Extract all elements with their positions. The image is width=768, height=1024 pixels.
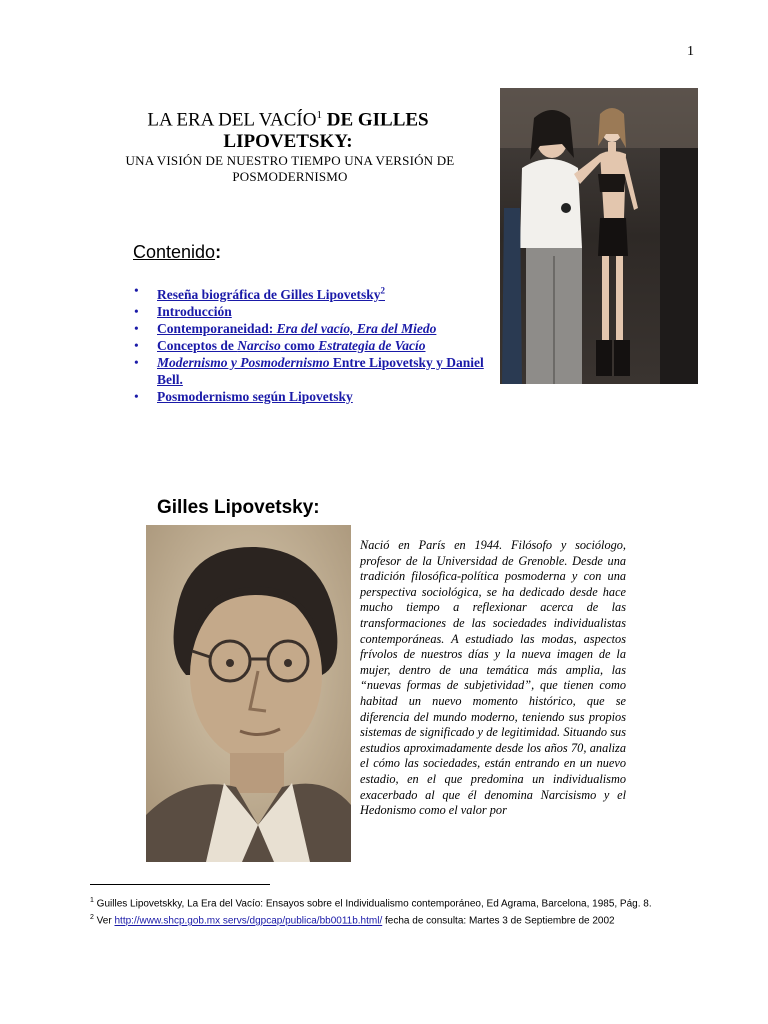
toc-link-resena[interactable]: Reseña biográfica de Gilles Lipovetsky$^2$	[157, 285, 385, 302]
footnote-link[interactable]: http://www.shcp.gob.mx servs/dgpcap/publica/bb0011b.html/	[114, 915, 383, 927]
toc-link-posmodernismo[interactable]: Posmodernismo según Lipovetsky	[157, 388, 353, 404]
bullet-icon: •	[134, 388, 139, 404]
toc-item	[134, 337, 494, 354]
toc-link-conceptos[interactable]: Conceptos de Narciso como Estrategia de Vacío	[157, 337, 426, 353]
contents-heading-word: Contenido	[133, 242, 216, 262]
title-footnote-ref[interactable]: 1	[316, 109, 322, 121]
page-number: 1	[687, 44, 694, 59]
document-title	[118, 104, 458, 153]
contents-heading-colon: :	[215, 242, 222, 262]
section-title: Gilles Lipovetsky:	[157, 497, 320, 518]
document-subtitle: UNA VISIÓN DE NUESTRO TIEMPO UNA VERSIÓN DE POSMODERNISMO	[125, 153, 455, 184]
fashion-photo	[500, 88, 698, 384]
footnotes	[90, 894, 652, 929]
bullet-icon: •	[134, 337, 139, 353]
title-part2: DE GILLES LIPOVETSKY:	[223, 109, 429, 153]
table-of-contents	[134, 282, 494, 405]
portrait-photo	[146, 525, 351, 862]
footnote-1: $^1$ Guilles Lipovetskky, La Era del Vacío: Ensayos sobre el Individualismo contemporáneo, Ed Agrama, Barcelona, 1985, Pág. 8.	[90, 897, 652, 910]
toc-item	[134, 303, 494, 320]
toc-item	[134, 388, 494, 405]
bullet-icon: •	[134, 354, 139, 370]
toc-item	[134, 320, 494, 337]
bullet-icon: •	[134, 303, 139, 319]
toc-link-introduccion[interactable]: Introducción	[157, 303, 232, 319]
title-part1: LA ERA DEL VACÍO	[147, 109, 317, 131]
contents-heading	[133, 242, 221, 263]
toc-link-contemporaneidad[interactable]: Contemporaneidad: Era del vacío, Era del Miedo	[157, 320, 437, 336]
bullet-icon: •	[134, 283, 139, 298]
toc-item	[134, 282, 494, 303]
footnote-separator	[90, 884, 270, 885]
footnote-2: $^2$ Ver http://www.shcp.gob.mx servs/dgpcap/publica/bb0011b.html/ fecha de consulta: Martes 3 de Septiembre de 2002	[90, 914, 615, 927]
toc-item	[134, 354, 494, 388]
bullet-icon: •	[134, 320, 139, 336]
biography-text: Nació en París en 1944. Filósofo y sociólogo, profesor de la Universidad de Grenoble. Desde una tradición filosófica-política posmoderna y con una perspectiva sociológica, se ha dedicado desde hace mucho tiempo a reflexionar acerca de las transformaciones de las sociedades individualistas contemporáneas. A estudiado las modas, aspectos frívolos de nuestros días y la nueva imagen de la mujer, dentro de una temática más amplia, las “nuevas formas de subjetividad”, que tienen como habitad un nuevo momento histórico, que se diferencia del mundo moderno, teniendo sus propios sistemas de significado y de legitimidad. Situando sus estudios aproximadamente desde los años 70, analiza el cómo las sociedades, están entrando en un nuevo estadio, en el que predomina un individualismo exacerbado al que él denomina Narcisismo y el Hedonismo como el valor por	[360, 538, 626, 818]
toc-link-modernismo[interactable]: Modernismo y Posmodernismo Entre Lipovetsky y Daniel Bell.	[157, 354, 484, 387]
